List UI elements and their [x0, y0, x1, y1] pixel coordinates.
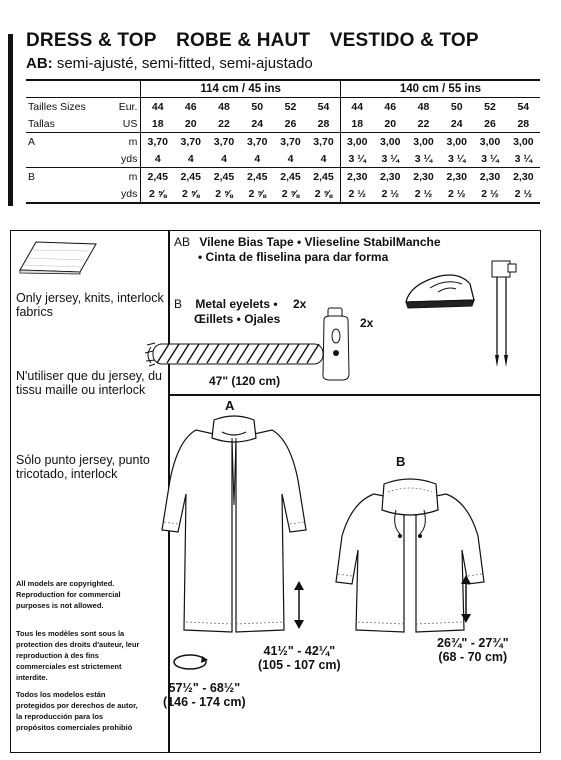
yardage-cell: 2 ⅝ — [207, 186, 240, 204]
yardage-cell: 3,70 — [307, 133, 340, 151]
view-label: A — [26, 133, 115, 151]
size-cell: 46 — [174, 98, 207, 116]
yardage-cell: 2,30 — [507, 168, 540, 186]
fabric-note-es: Sólo punto jersey, punto tricotado, interlock — [16, 453, 150, 481]
unit-label: m — [115, 133, 141, 151]
notion-b-code: B — [174, 297, 183, 311]
fit-code: AB: — [26, 55, 53, 72]
title-en: DRESS & TOP — [26, 30, 157, 51]
size-cell: 26 — [484, 117, 496, 130]
yardage-cell: 3,70 — [174, 133, 207, 151]
unit-label: yds — [115, 150, 141, 168]
yardage-cell: 3 ¼ — [348, 152, 367, 165]
yardage-table — [26, 79, 540, 204]
yardage-cell: 3 ¼ — [414, 152, 433, 165]
notion-ab-code: AB — [174, 235, 191, 249]
cord-length: 47" (120 cm) — [209, 374, 281, 388]
yardage-cell: 2 ⅝ — [274, 186, 307, 204]
title-es: VESTIDO & TOP — [329, 30, 479, 51]
yardage-cell: 2,30 — [440, 168, 473, 186]
view-label: B — [26, 168, 115, 186]
length-arrow-a-icon — [292, 580, 306, 630]
yardage-cell: 3 ¼ — [381, 152, 400, 165]
yardage-cell: 4 — [307, 150, 340, 168]
copyright-fr: Tous les modèles sont sous la protection des droits d'auteur, leur reproduction à des fins commerciales est strictement interdite. — [16, 629, 140, 682]
yardage-cell: 2,30 — [407, 168, 440, 186]
length-a — [258, 644, 341, 672]
yardage-cell: 3,00 — [340, 133, 373, 151]
yardage-cell: 2 ⅝ — [307, 186, 340, 204]
size-cell: 22 — [218, 117, 230, 130]
notion-b — [174, 297, 306, 311]
yardage-cell: 3 ¼ — [514, 152, 533, 165]
yardage-cell: 2,45 — [207, 168, 240, 186]
length-a-cm: (105 - 107 cm) — [258, 658, 341, 672]
size-cell: 18 — [351, 117, 364, 130]
view-b-label: B — [396, 454, 406, 469]
length-b-in: 26¾" - 27¾" — [437, 636, 509, 650]
notion-b-line2: Œillets • Ojales — [194, 312, 281, 326]
size-cell: 52 — [473, 98, 506, 116]
yardage-cell: 3,70 — [274, 133, 307, 151]
view-b-yds-row — [26, 186, 540, 204]
frame-divider-horizontal — [168, 394, 541, 396]
sizes-label: Tailles Sizes — [26, 98, 115, 116]
size-cell: 20 — [384, 117, 397, 130]
yardage-cell: 3,70 — [207, 133, 240, 151]
yardage-cell: 4 — [221, 152, 227, 165]
size-cell: 28 — [307, 115, 340, 133]
yardage-cell: 4 — [154, 152, 161, 165]
size-cell: 26 — [284, 117, 297, 130]
yardage-cell: 2 ⅝ — [241, 186, 274, 204]
length-b-cm: (68 - 70 cm) — [438, 650, 508, 664]
fit-description — [26, 55, 313, 72]
notion-ab — [174, 235, 441, 249]
hem-a-cm: (146 - 174 cm) — [163, 695, 246, 709]
fabric-note-en: Only jersey, knits, interlock fabrics — [16, 291, 164, 319]
width-header-114: 114 cm / 45 ins — [141, 80, 341, 98]
size-cell: 54 — [307, 98, 340, 116]
title-fr: ROBE & HAUT — [176, 30, 311, 51]
hem-circumference-icon — [170, 652, 210, 672]
notion-ab-line1: Vilene Bias Tape • Vlieseline StabilManche — [199, 235, 441, 249]
eur-label: Eur. — [115, 98, 141, 116]
copyright-es: Todos los modelos están protegidos por derechos de autor, la reproducción para los propósitos comerciales prohibió — [16, 690, 138, 732]
yardage-cell: 3 ¼ — [481, 152, 499, 165]
fit-text: semi-ajusté, semi-fitted, semi-ajustado — [56, 55, 313, 72]
view-a-label: A — [225, 398, 235, 413]
unit-label: m — [115, 168, 141, 186]
yardage-cell: 3,00 — [507, 133, 540, 151]
length-arrow-b-icon — [459, 574, 473, 624]
size-cell: 50 — [241, 98, 274, 116]
tallas-label: Tallas — [28, 117, 55, 130]
size-cell: 54 — [507, 98, 540, 116]
hem-a — [163, 681, 246, 709]
yardage-cell: 2 ½ — [340, 186, 373, 204]
notion-ab-line2 — [198, 250, 388, 264]
copyright-en: All models are copyrighted. Reproduction for commercial purposes is not allowed. — [16, 579, 121, 610]
yardage-cell: 2 ½ — [473, 186, 506, 204]
yardage-cell: 3,70 — [241, 133, 274, 151]
unit-label: yds — [115, 186, 141, 204]
size-cell: 20 — [184, 117, 197, 130]
yardage-cell: 3,00 — [407, 133, 440, 151]
yardage-cell: 3,70 — [141, 133, 174, 151]
yardage-cell: 2,30 — [340, 168, 373, 186]
cord-stopper-icon — [318, 306, 358, 384]
width-header-140: 140 cm / 55 ins — [340, 80, 540, 98]
notion-ab-line2-text: • Cinta de fliselina para dar forma — [198, 250, 389, 264]
yardage-cell: 2,45 — [141, 168, 174, 186]
notion-b-qty: 2x — [292, 297, 307, 311]
yardage-cell: 3,00 — [374, 133, 407, 151]
page-title — [26, 30, 493, 52]
double-needle-icon — [484, 255, 524, 375]
size-cell: 24 — [251, 117, 264, 130]
cord-icon — [143, 333, 333, 373]
eur-size-row — [26, 98, 540, 116]
yardage-cell: 4 — [187, 152, 194, 165]
yardage-cell: 3 ¼ — [448, 152, 466, 165]
size-cell: 44 — [141, 98, 174, 116]
yardage-cell: 2 ½ — [440, 186, 473, 204]
yardage-cell: 3,00 — [440, 133, 473, 151]
notion-b-line1: Metal eyelets • — [195, 297, 278, 311]
size-cell: 28 — [517, 117, 530, 130]
notion-b-line2-wrap — [194, 312, 280, 326]
view-a-yds-row — [26, 150, 540, 168]
yardage-cell: 2,45 — [307, 168, 340, 186]
yardage-cell: 2 ⅝ — [174, 186, 207, 204]
hem-a-in: 57½" - 68½" — [168, 681, 241, 695]
yardage-cell: 2,45 — [241, 168, 274, 186]
length-b — [437, 636, 509, 664]
stopper-qty: 2x — [360, 316, 374, 330]
cord-length-wrap — [209, 374, 280, 388]
size-cell: 22 — [417, 117, 430, 130]
header-accent-bar — [8, 34, 13, 206]
yardage-cell: 2,30 — [473, 168, 506, 186]
us-label: US — [115, 115, 141, 133]
iron-icon — [400, 262, 480, 312]
yardage-cell: 3,00 — [473, 133, 506, 151]
size-cell: 52 — [274, 98, 307, 116]
size-cell: 18 — [151, 117, 164, 130]
yardage-cell: 2,45 — [174, 168, 207, 186]
yardage-cell: 4 — [254, 152, 261, 165]
stopper-qty-wrap — [360, 316, 373, 330]
yardage-cell: 2,45 — [274, 168, 307, 186]
us-size-row — [26, 115, 540, 133]
size-cell: 48 — [207, 98, 240, 116]
yardage-cell: 2 ⅝ — [141, 186, 174, 204]
fabric-swatch-icon — [18, 236, 98, 276]
size-cell: 24 — [450, 117, 463, 130]
fabric-note-fr: N'utiliser que du jersey, du tissu maille ou interlock — [16, 369, 162, 397]
view-b-m-row — [26, 168, 540, 186]
yardage-cell: 4 — [287, 152, 294, 165]
view-a-m-row — [26, 133, 540, 151]
size-cell: 50 — [440, 98, 473, 116]
yardage-cell: 2 ½ — [407, 186, 440, 204]
size-cell: 48 — [407, 98, 440, 116]
length-a-in: 41½" - 42¼" — [263, 644, 336, 658]
size-cell: 46 — [374, 98, 407, 116]
size-cell: 44 — [340, 98, 373, 116]
yardage-cell: 2,30 — [374, 168, 407, 186]
yardage-cell: 2 ½ — [374, 186, 407, 204]
yardage-cell: 2 ½ — [507, 186, 540, 204]
